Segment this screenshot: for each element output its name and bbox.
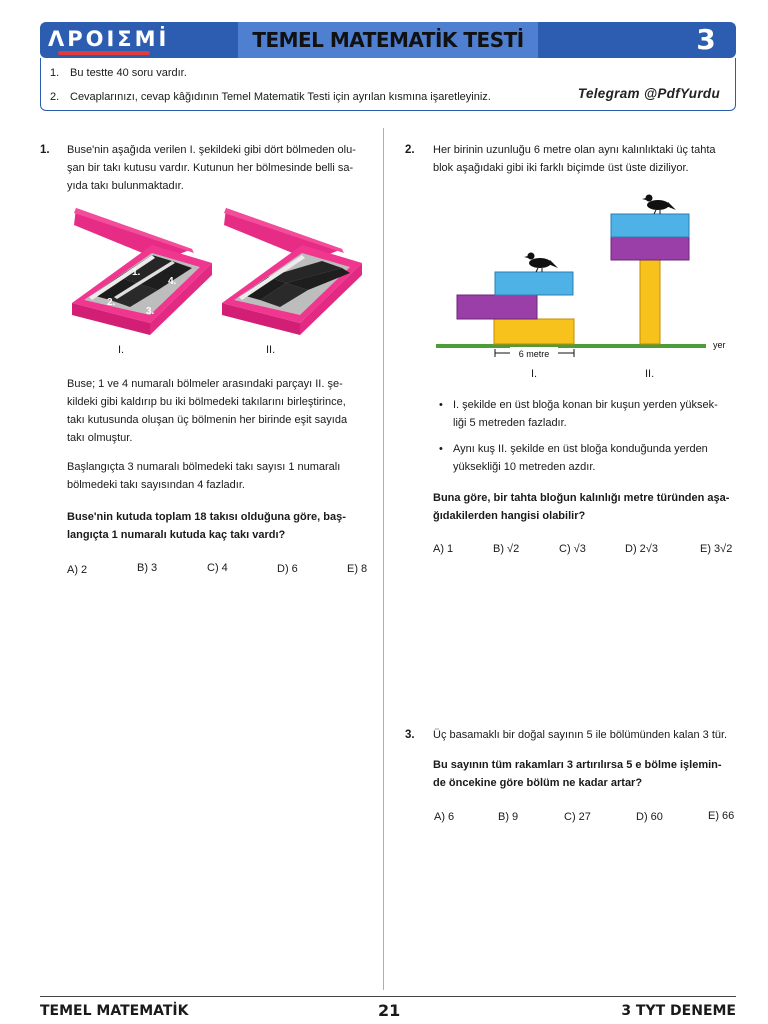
q1-para2-line: bölmedeki takı sayısından 4 fazladır. <box>67 479 245 491</box>
q1-option-a[interactable]: A) 2 <box>67 564 88 576</box>
q3-question <box>433 756 738 792</box>
instruction-1 <box>50 67 187 79</box>
jewelry-box-2 <box>222 208 362 335</box>
footer-exam-name: 3 TYT DENEME <box>621 1003 736 1019</box>
q1-fig1-label: I. <box>118 344 125 356</box>
q1-fig2-label: II. <box>266 344 276 356</box>
bird-icon <box>642 195 676 215</box>
q1-intro-line: şan bir takı kutusu vardır. Kutunun her bölmesinde belli sa- <box>67 162 354 174</box>
q2-intro-line: Her birinin uzunluğu 6 metre olan aynı kalınlıktaki üç tahta <box>433 144 716 156</box>
ground-label: yer <box>713 340 726 350</box>
block-blue-1 <box>495 272 573 295</box>
test-title: TEMEL MATEMATİK TESTİ <box>238 22 538 58</box>
q1-intro-line: Buse'nin aşağıda verilen I. şekildeki gibi dört bölmeden olu- <box>67 144 356 156</box>
q2-option-a[interactable]: A) 1 <box>433 543 454 555</box>
q1-paragraph-2 <box>67 458 372 494</box>
bullet-icon: • <box>439 443 443 455</box>
q3-option-b[interactable]: B) 9 <box>498 811 519 823</box>
brand-logo: ΛPOΙΣMİ <box>48 27 170 51</box>
q2-bullet2-line: yüksekliği 10 metreden azdır. <box>453 461 596 473</box>
q2-bullet-2 <box>441 440 741 476</box>
q2-option-c[interactable]: C) √3 <box>559 543 586 555</box>
q2-question-line: Buna göre, bir tahta bloğun kalınlığı metre türünden aşa- <box>433 492 730 504</box>
bird-icon <box>524 253 558 273</box>
q1-option-d[interactable]: D) 6 <box>277 563 298 575</box>
q1-para2-line: Başlangıçta 3 numaralı bölmedeki takı sayısı 1 numaralı <box>67 461 341 473</box>
q1-option-e[interactable]: E) 8 <box>347 563 368 575</box>
block-purple-1 <box>457 295 537 319</box>
q2-number: 2. <box>405 144 415 156</box>
q2-option-e[interactable]: E) 3√2 <box>700 543 733 555</box>
bullet-icon: • <box>439 399 443 411</box>
q3-option-d[interactable]: D) 60 <box>636 811 663 823</box>
q2-bullet2-line: Aynı kuş II. şekilde en üst bloğa konduğunda yerden <box>453 443 708 455</box>
instruction-number: 2. <box>50 91 60 103</box>
compartment-label-1: 1. <box>132 267 141 278</box>
telegram-credit: Telegram @PdfYurdu <box>577 86 720 101</box>
instruction-number: 1. <box>50 67 60 79</box>
q2-bullet-1 <box>441 396 741 432</box>
instruction-2 <box>50 91 491 103</box>
footer-line <box>40 996 736 997</box>
q3-option-e[interactable]: E) 66 <box>708 810 735 822</box>
compartment-label-3: 3. <box>146 306 155 317</box>
q1-paragraph-1 <box>67 375 372 447</box>
q1-intro-line: yıda takı bulunmaktadır. <box>67 180 184 192</box>
block-blue-2 <box>611 214 689 237</box>
block-yellow-1 <box>494 319 574 344</box>
instruction-text: Bu testte 40 soru vardır. <box>70 67 187 79</box>
block-purple-2 <box>611 237 689 260</box>
instruction-text: Cevaplarınızı, cevap kâğıdının Temel Matematik Testi için ayrılan kısmına işaretleyiniz. <box>70 91 491 103</box>
compartment-label-4: 4. <box>168 276 177 287</box>
q1-para1-line: takı olmuştur. <box>67 432 133 444</box>
q1-number: 1. <box>40 144 50 156</box>
q1-intro <box>67 141 367 195</box>
q2-bullet1-line: I. şekilde en üst bloğa konan bir kuşun yerden yüksek- <box>453 399 718 411</box>
ground-line <box>436 344 706 348</box>
q3-option-a[interactable]: A) 6 <box>434 811 455 823</box>
q2-blocks-figure <box>436 186 736 366</box>
q1-question-line: langıçta 1 numaralı kutuda kaç takı vardı? <box>67 529 286 541</box>
q2-bullet1-line: liği 5 metreden fazladır. <box>453 417 567 429</box>
q1-option-b[interactable]: B) 3 <box>137 562 158 574</box>
jewelry-box-1 <box>72 208 212 335</box>
instructions-box <box>40 58 736 111</box>
q3-question-line: Bu sayının tüm rakamları 3 artırılırsa 5 e bölme işlemin- <box>433 759 722 771</box>
q1-para1-line: takı kutusunda oluşan üç bölmenin her birinde eşit sayıda <box>67 414 348 426</box>
q1-question <box>67 508 372 544</box>
footer-subject: TEMEL MATEMATİK <box>40 1003 189 1019</box>
footer-page-number: 21 <box>378 1001 401 1020</box>
q2-fig2-label: II. <box>645 368 655 380</box>
length-label: 6 metre <box>518 349 550 359</box>
q2-option-b[interactable]: B) √2 <box>493 543 520 555</box>
q3-intro: Üç basamaklı bir doğal sayının 5 ile bölümünden kalan 3 tür. <box>433 729 728 741</box>
column-divider <box>383 128 384 990</box>
q2-question-line: ğıdakilerden hangisi olabilir? <box>433 510 586 522</box>
q3-question-line: de öncekine göre bölüm ne kadar artar? <box>433 777 643 789</box>
q1-question-line: Buse'nin kutuda toplam 18 takısı olduğuna göre, baş- <box>67 511 346 523</box>
q1-option-c[interactable]: C) 4 <box>207 562 228 574</box>
q1-para1-line: Buse; 1 ve 4 numaralı bölmeler arasındaki parçayı II. şe- <box>67 378 343 390</box>
test-number: 3 <box>696 23 716 56</box>
q2-fig1-label: I. <box>531 368 538 380</box>
q2-option-d[interactable]: D) 2√3 <box>625 543 658 555</box>
q1-para1-line: kildeki gibi kaldırıp bu iki bölmedeki takılarını birleştirince, <box>67 396 346 408</box>
q3-option-c[interactable]: C) 27 <box>564 811 591 823</box>
brand-underline <box>58 51 150 55</box>
q2-intro <box>433 141 738 177</box>
q3-number: 3. <box>405 729 415 741</box>
q1-box-figure <box>62 203 362 338</box>
q2-question <box>433 489 738 525</box>
q2-intro-line: blok aşağıdaki gibi iki farklı biçimde üst üste diziliyor. <box>433 162 689 174</box>
compartment-label-2: 2. <box>107 297 116 308</box>
block-yellow-2 <box>640 260 660 344</box>
